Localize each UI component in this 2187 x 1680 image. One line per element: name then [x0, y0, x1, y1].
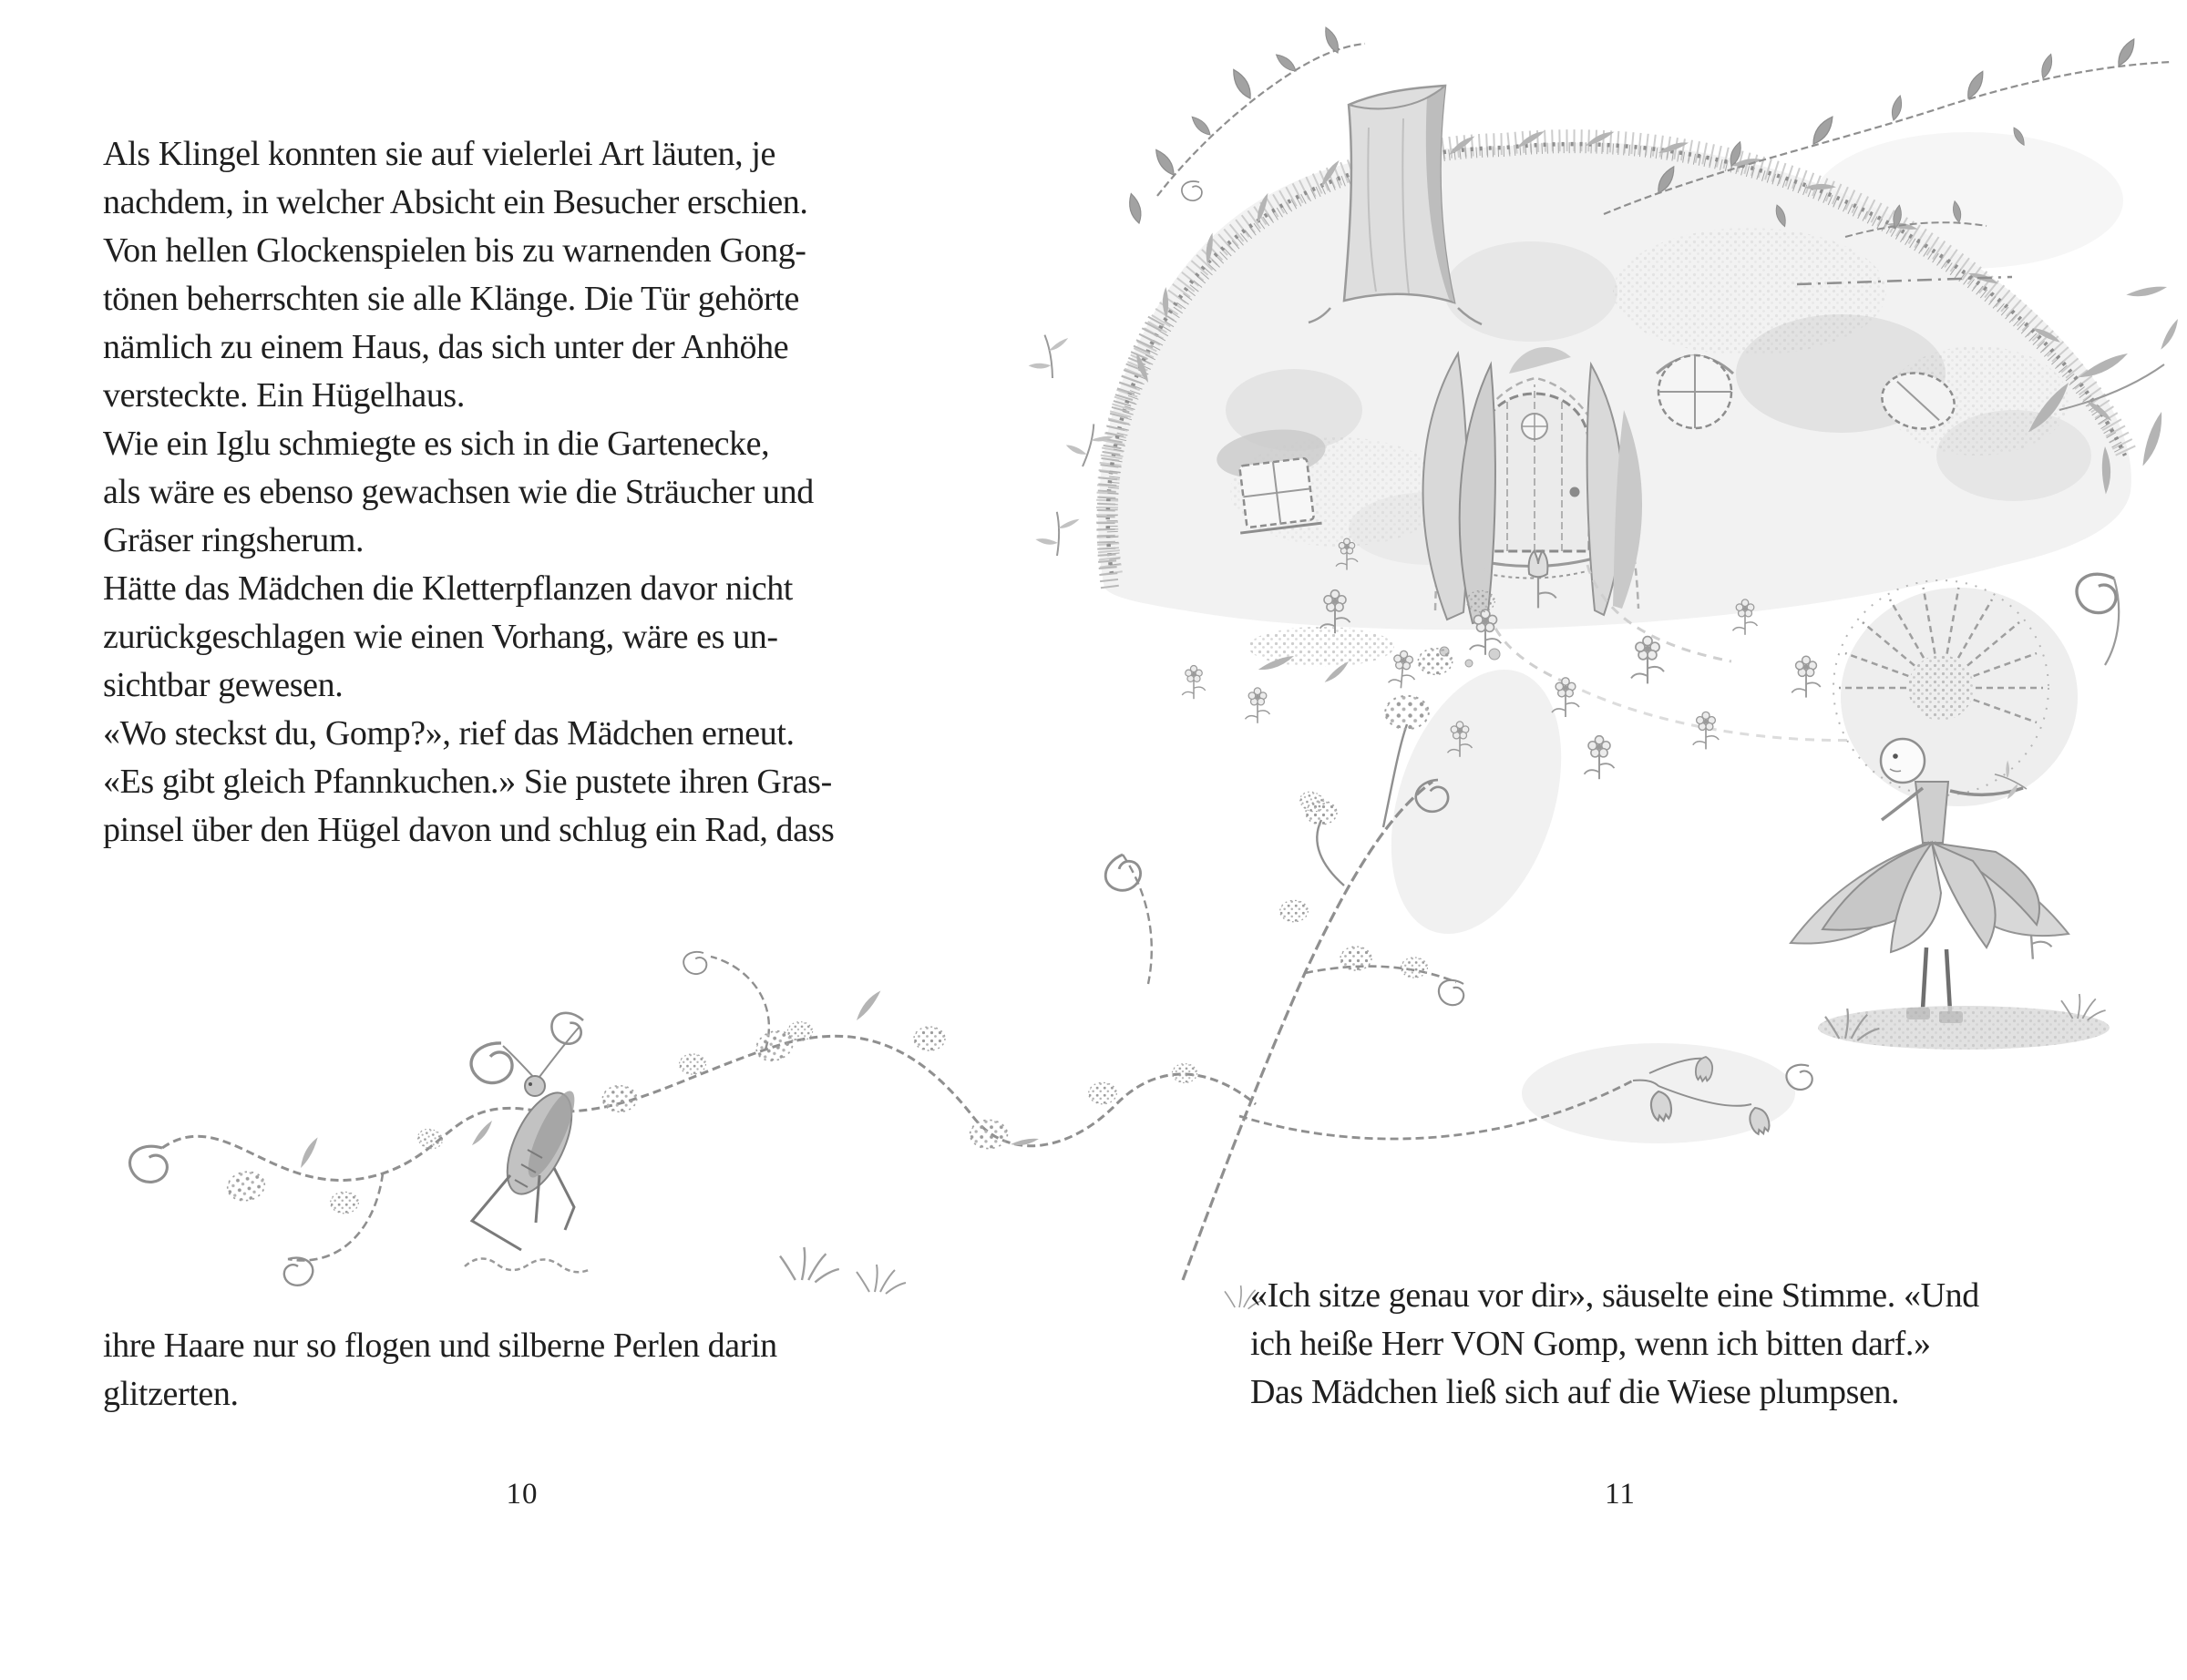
ground-squiggle: [465, 1258, 589, 1272]
text-line: glitzerten.: [103, 1375, 239, 1413]
text-line: ich heiße Herr VON Gomp, wenn ich bitten darf.»: [1250, 1325, 1931, 1363]
text-line: tönen beherrschten sie alle Klänge. Die Tür gehörte: [103, 280, 799, 318]
text-line: Hätte das Mädchen die Kletterpflanzen davor nicht: [103, 569, 793, 608]
text-line: ihre Haare nur so flogen und silberne Perlen darin: [103, 1327, 777, 1365]
vine-left: [129, 952, 1256, 1286]
text-line: «Wo steckst du, Gomp?», rief das Mädchen erneut.: [103, 714, 795, 753]
text-line: versteckte. Ein Hügelhaus.: [103, 376, 465, 415]
text-line: Gräser ringsherum.: [103, 521, 364, 559]
grasshopper-character: [465, 1008, 589, 1272]
right-page-paragraph: [1250, 1272, 1979, 1417]
fern-curl: [2073, 570, 2120, 615]
text-line: «Ich sitze genau vor dir», säuselte eine Stimme. «Und: [1250, 1276, 1979, 1315]
left-page-number: 10: [506, 1478, 539, 1511]
text-line: nämlich zu einem Haus, das sich unter der Anhöhe: [103, 328, 789, 366]
text-line: nachdem, in welcher Absicht ein Besucher erschien.: [103, 183, 808, 221]
text-line: sichtbar gewesen.: [103, 666, 344, 704]
ground-shadow: [1818, 1006, 2110, 1050]
text-line: zurückgeschlagen wie einen Vorhang, wäre es un-: [103, 618, 778, 656]
fairy-face: [1881, 739, 1925, 783]
flower-fairy-character: [1791, 580, 2078, 1023]
text-line: Von hellen Glockenspielen bis zu warnenden Gong-: [103, 231, 806, 270]
door-knob: [1570, 487, 1580, 497]
text-line: Als Klingel konnten sie auf vielerlei Art läuten, je: [103, 135, 775, 173]
left-page-paragraph: [103, 130, 834, 855]
left-page-continuation: [103, 1322, 777, 1419]
fairy-petal-skirt: [1791, 843, 2069, 952]
vine-main: [1099, 590, 1495, 1280]
fairy-legs: [1923, 948, 1950, 1011]
text-line: «Es gibt gleich Pfannkuchen.» Sie pustete ihren Gras-: [103, 763, 832, 801]
right-page-number: 11: [1605, 1478, 1636, 1511]
text-line: als wäre es ebenso gewachsen wie die Sträucher und: [103, 473, 814, 511]
text-line: pinsel über den Hügel davon und schlug ein Rad, dass: [103, 811, 835, 849]
text-line: Das Mädchen ließ sich auf die Wiese plumpsen.: [1250, 1373, 1900, 1411]
text-line: Wie ein Iglu schmiegte es sich in die Gartenecke,: [103, 425, 770, 463]
grasshopper-antenna-curl: [467, 1040, 517, 1088]
